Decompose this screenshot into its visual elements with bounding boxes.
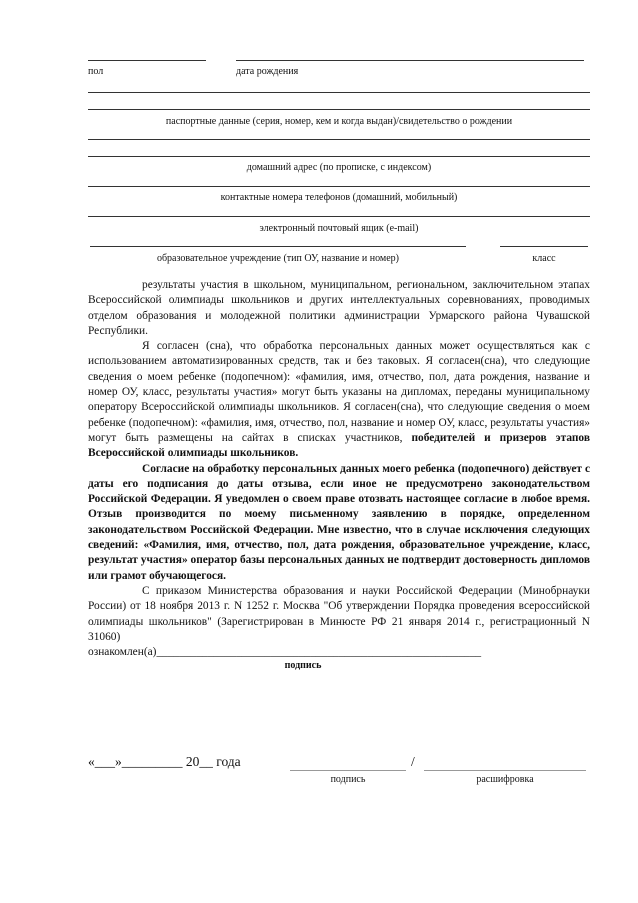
class-caption: класс	[532, 253, 556, 264]
date-field[interactable]: «___»_________ 20__ года	[88, 754, 241, 769]
passport-caption: паспортные данные (серия, номер, кем и когда выдан)/свидетельство о рождении	[165, 116, 513, 127]
address-line-1[interactable]	[88, 139, 590, 140]
address-caption: домашний адрес (по прописке, с индексом)	[246, 162, 432, 173]
signature-caption: подпись	[330, 774, 366, 785]
birthdate-line[interactable]	[236, 60, 584, 61]
phones-caption: контактные номера телефонов (домашний, мобильный)	[220, 192, 458, 203]
processing-text: Я согласен (сна), что обработка персональных данных может осуществляться как с использованием автоматизированных средств, так и без таковых. Я согласен(сна), что следующие сведения о моем ребенке (подопечном): «фамилия, имя, отчество, пол, дата рождения, название и номер ОУ, класс, результаты участия» могут быть указаны на дипломах, переданы муниципальному оператору Всероссийской олимпиады школьников. Я согласен(сна), что следующие сведения о моем ребенке (подопечном): «фамилия, имя, отчество, пол, название и номер ОУ, класс, результаты участия» могут быть размещены на сайтах в списках участников,	[88, 340, 590, 444]
address-line-2[interactable]	[88, 156, 590, 157]
phones-line[interactable]	[88, 186, 590, 187]
passport-line-2[interactable]	[88, 109, 590, 110]
school-caption: образовательное учреждение (тип ОУ, название и номер)	[156, 253, 400, 264]
email-line[interactable]	[88, 216, 590, 217]
passport-line-1[interactable]	[88, 92, 590, 93]
signature-line[interactable]	[290, 770, 406, 771]
consent-body	[88, 278, 590, 672]
decoding-caption: расшифровка	[476, 774, 534, 785]
processing-paragraph	[88, 339, 590, 461]
decoding-line[interactable]	[424, 770, 586, 771]
acquainted-line[interactable]: ознакомлен(а)_________________________________________________________	[88, 646, 482, 659]
gender-line[interactable]	[88, 60, 206, 61]
slash-separator: /	[411, 754, 415, 769]
winners-text: победителей и призеров этапов Всероссийской олимпиады школьников.	[88, 431, 590, 460]
school-line[interactable]	[90, 246, 466, 247]
class-line[interactable]	[500, 246, 588, 247]
acquainted-signature-caption: подпись	[284, 660, 322, 672]
email-caption: электронный почтовый ящик (e-mail)	[259, 223, 419, 234]
gender-caption: пол	[88, 66, 104, 77]
birthdate-caption: дата рождения	[236, 66, 299, 77]
results-paragraph: результаты участия в школьном, муниципальном, региональном, заключительном этапах Всероссийской олимпиады школьников и других интеллектуальных соревнованиях, проводимых отделом образования и молодежной политики администрации Урмарского района Чувашской Республики.	[88, 279, 590, 337]
consent-validity-paragraph: Согласие на обработку персональных данных моего ребенка (подопечного) действует с даты его подписания до даты отзыва, если иное не предусмотрено законодательством Российской Федерации. Я уведомлен о своем праве отозвать настоящее согласие в любое время. Отзыв производится по моему письменному заявлению в порядке, определенном законодательством Российской Федерации. Мне известно, что в случае исключения следующих сведений: «Фамилия, имя, отчество, пол, дата рождения, образовательное учреждение, класс, результат участия» оператор базы персональных данных не подтвердит достоверность дипломов или грамот обучающегося.	[88, 462, 590, 582]
order-paragraph: С приказом Министерства образования и науки Российской Федерации (Минобрнауки России) от 18 ноября 2013 г. N 1252 г. Москва "Об утверждении Порядка проведения всероссийской олимпиады школьников" (Зарегистрирован в Минюсте РФ 21 января 2014 г., регистрационный N 31060)	[88, 584, 590, 643]
